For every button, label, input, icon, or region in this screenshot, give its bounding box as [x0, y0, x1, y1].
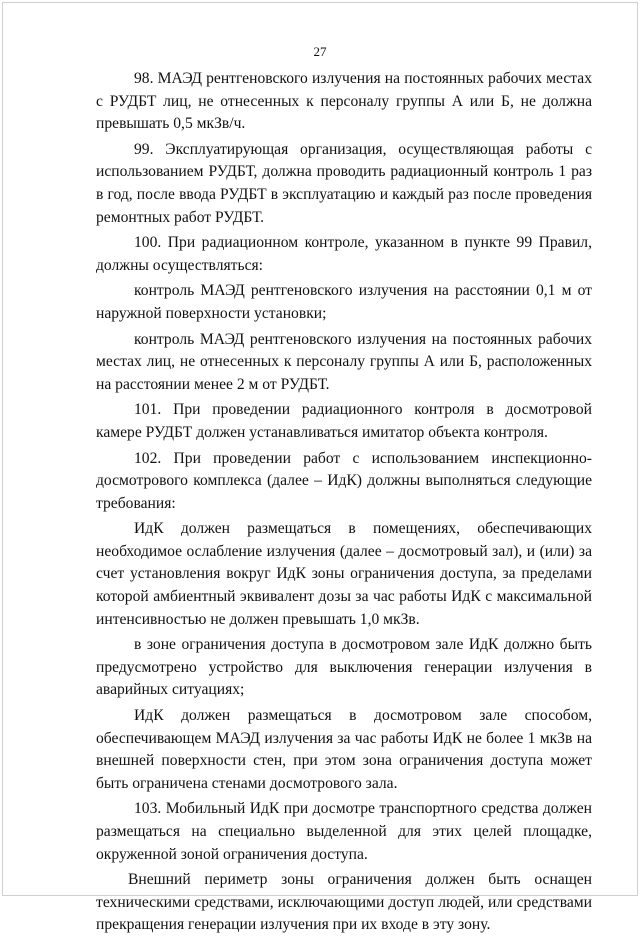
paragraph-103: 103. Мобильный ИдК при досмотре транспортного средства должен размещаться на специально выделенной для этих целей площадке, окруженной зоной ограничения доступа.: [96, 800, 592, 863]
paragraph-99: 99. Эксплуатирующая организация, осуществляющая работы с использованием РУДБТ, должна проводить радиационный контроль 1 раз в год, после ввода РУДБТ в эксплуатацию и каждый раз после проведения ремонтных работ РУДБТ.: [96, 140, 592, 226]
paragraph-100-item-2: контроль МАЭД рентгеновского излучения на постоянных рабочих местах лиц, не отнесенных к персоналу группы А или Б, расположенных на расстоянии менее 2 м от РУДБТ.: [96, 330, 592, 393]
paragraph-102-item-1: ИдК должен размещаться в помещениях, обеспечивающих необходимое ослабление излучения (далее – досмотровый зал), и (или) за счет установления вокруг ИдК зоны ограничения доступа, за пределами которой амбиентный эквивалент дозы за час работы ИдК с максимальной интенсивностью не должен превышать 1,0 мкЗв.: [96, 520, 592, 628]
paragraph-100: 100. При радиационном контроле, указанном в пункте 99 Правил, должны осуществляться:: [96, 234, 592, 274]
document-body: [96, 68, 592, 940]
paragraph-102: 102. При проведении работ с использованием инспекционно-досмотрового комплекса (далее – ИдК) должны выполняться следующие требования:: [96, 449, 592, 512]
paragraph-102-item-3: ИдК должен размещаться в досмотровом зале способом, обеспечивающем МАЭД излучения за час работы ИдК не более 1 мкЗв на внешней поверхности стен, при этом зона ограничения доступа может быть ограничена стенами досмотрового зала.: [96, 707, 592, 792]
paragraph-100-item-1: контроль МАЭД рентгеновского излучения на расстоянии 0,1 м от наружной поверхности установки;: [96, 282, 592, 322]
paragraph-103-item-1: Внешний периметр зоны ограничения должен быть оснащен техническими средствами, исключающими доступ людей, или средствами прекращения генерации излучения при их входе в эту зону.: [96, 871, 592, 934]
paragraph-102-item-2: в зоне ограничения доступа в досмотровом зале ИдК должно быть предусмотрено устройство для выключения генерации излучения в аварийных ситуациях;: [96, 636, 592, 699]
paragraph-98: 98. МАЭД рентгеновского излучения на постоянных рабочих местах с РУДБТ лиц, не отнесенных к персоналу группы А или Б, не должна превышать 0,5 мкЗв/ч.: [96, 70, 592, 133]
page-number: 27: [313, 44, 327, 59]
paragraph-101: 101. При проведении радиационного контроля в досмотровой камере РУДБТ должен устанавливаться имитатор объекта контроля.: [96, 401, 592, 441]
